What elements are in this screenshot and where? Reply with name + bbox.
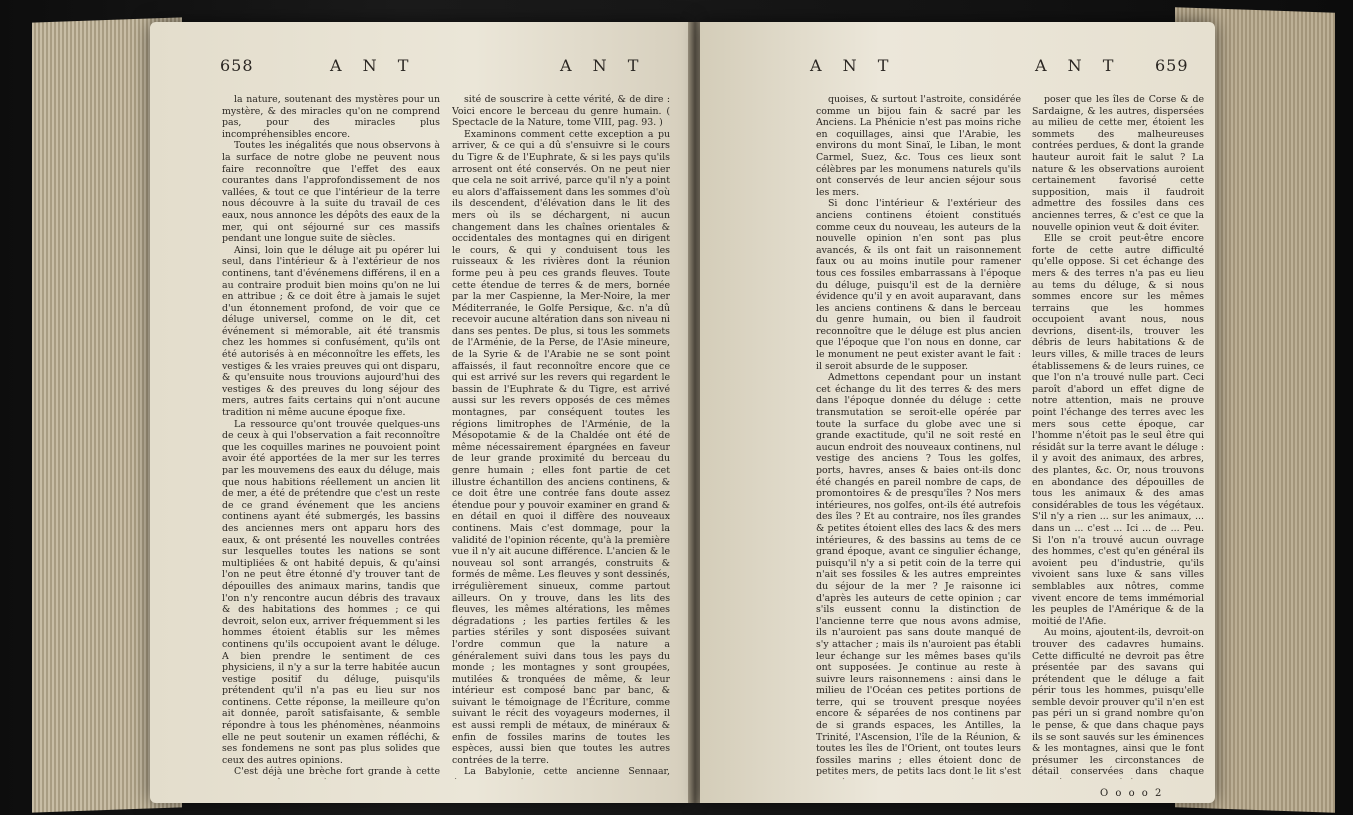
right-page-header: [700, 56, 1215, 82]
paragraph: sité de souscrire à cette vérité, & de dire : Voici encore le berceau du genre humain. ( Spectacle de la Nature, tome VIII, pag. 93. ): [452, 94, 670, 129]
right-page-number: 659: [1155, 56, 1189, 75]
right-header-word-left: A N T: [810, 56, 897, 75]
left-page-number: 658: [220, 56, 254, 75]
signature-mark: O o o o 2: [1100, 788, 1164, 799]
paragraph: quoises, & surtout l'astroite, considérée comme un bijou fain & sacré par les Anciens. La Phénicie n'est pas moins riche en coquillages, ainsi que l'Arabie, les environs du mont Sinaï, le Liban, le mont Carmel, Suez, &c. Tous ces lieux sont célèbres par les monumens naturels qu'ils ont conservés de leur ancien séjour sous les mers.: [816, 94, 1021, 198]
paragraph: Si donc l'intérieur & l'extérieur des anciens continens étoient constitués comme ceux du nouveau, les auteurs de la nouvelle opinion n'en sont pas plus avancés, & ils ont fait un raisonnement faux ou au moins inutile pour ramener tous ces fossiles embarrassans à l'époque du déluge, puisqu'il est de la dernière évidence qu'il y en avoit auparavant, dans les anciens continens & dans le berceau du genre humain, ou bien il faudroit reconnoître que le déluge est plus ancien que l'époque que l'on nous en donne, car le monument ne peut exister avant le fait : il seroit absurde de le supposer.: [816, 198, 1021, 372]
left-page-column-2: [452, 94, 670, 779]
left-page-column-1: [222, 94, 440, 779]
right-page: [700, 22, 1215, 803]
left-page: [150, 22, 690, 803]
left-page-header: [150, 56, 690, 82]
paragraph: Admettons cependant pour un instant cet échange du lit des terres & des mers dans l'époque donnée du déluge : cette transmutation se seroit-elle opérée par toute la surface du globe avec une si grande exactitude, qu'il ne soit resté en aucun endroit des nouveaux continens, nul vestige des anciens ? Tous les golfes, ports, havres, anses & baies ont-ils donc été changés en pareil nombre de caps, de promontoires & de presqu'îles ? Nos mers intérieures, nos golfes, ont-ils été autrefois des îles ? Et au contraire, nos îles grandes & petites étoient elles des lacs & des mers intérieures, & des bassins au tems de ce grand époque, avant ce singulier échange, puisqu'il n'y a si petit coin de la terre qui n'ait ses fossiles & les autres empreintes du séjour de la mer ? Je raisonne ici d'après les auteurs de cette opinion ; car s'ils eussent connu la distinction de l'ancienne terre que nous avons admise, ils n'auroient pas sans doute manqué de s'y attacher ; mais ils n'auroient pas établi leur échange sur les mêmes bases qu'ils ont supposées. Je continue au reste à suivre leurs raisonnemens : ainsi dans le milieu de l'Océan ces petites portions de terre, qui se trouvent presque noyées encore & séparées de nos continens par de si grands espaces, les Antilles, la Trinité, l'Ascension, l'île de la Réunion, & toutes les îles de l'Orient, ont toutes leurs fossiles marins ; elles étoient donc de petites mers, de petits lacs dont le lit s'est: [816, 372, 1021, 778]
paragraph: La ressource qu'ont trouvée quelques-uns de ceux à qui l'observation a fait reconnoître que les coquilles marines ne pouvoient point avoir été apportées de la mer sur les terres par les mouvemens des eaux du déluge, mais que nous habitions réellement un ancien lit de mer, a été de prétendre que c'est un reste de ce grand événement que les anciens continens ayant été submergés, les bassins des anciennes mers ont apparu hors des eaux, & ont présenté les nouvelles contrées sur lesquelles toutes les nations se sont multipliées & ont habité depuis, & qu'ainsi l'on ne peut être étonné d'y trouver tant de dépouilles des animaux marins, tandis que l'on n'y rencontre aucun débris des travaux & des habitations des hommes ; ce qui devroit, selon eux, arriver fréquemment si les hommes étoient établis sur les mêmes continens qu'ils occupoient avant le déluge. A bien prendre le sentiment de ces physiciens, il n'y a sur la terre habitée aucun vestige positif du déluge, puisqu'ils prétendent qu'il n'a pas eu lieu sur nos continens. Cette réponse, la meilleure qu'on ait donnée, paroît satisfaisante, & semble répondre à tous les phénomènes, néanmoins elle ne peut soutenir un examen réfléchi, & ses fondemens ne sont pas plus solides que ceux des autres opinions.: [222, 418, 440, 766]
paragraph: Au moins, ajoutent-ils, devroit-on trouver des cadavres humains. Cette difficulté ne devroit pas être présentée par des savans qui prétendent que le déluge a fait périr tous les hommes, puisqu'elle semble devoir prouver qu'il n'en est pas péri un si grand nombre qu'on le pense, & que dans chaque pays ils se sont sauvés sur les éminences & les montagnes, ainsi que le font présumer les circonstances de détail conservées dans chaque: [1032, 627, 1204, 778]
paragraph: Elle se croit peut-être encore forte de cette autre difficulté qu'elle oppose. Si cet échange des mers & des terres n'a pas eu lieu au tems du déluge, & si nous sommes encore sur les mêmes terrains que les hommes occupoient avant nous, nous devrions, disent-ils, trouver les débris de leurs habitations & de leurs villes, & mille traces de leurs établissemens & de leurs ruines, ce que l'on n'a trouvé nulle part. Ceci paroît d'abord un effet digne de notre attention, mais ne prouve point l'échange des terres avec les mers sous cette époque, car l'homme n'étoit pas le seul être qui résidât sur la terre avant le déluge : il y avoit des animaux, des arbres, des plantes, &c. Or, nous trouvons en abondance des dépouilles de tous les animaux & des amas considérables de tous les végétaux. S'il n'y a rien ... sur les animaux, ... dans un ... c'est ... Ici ... de ... Peu. Si l'on n'a trouvé aucun ouvrage des hommes, c'est qu'en général ils avoient peu d'industrie, qu'ils vivoient sans luxe & sans villes semblables aux nôtres, comme vivent encore de tems immémorial les peuples de l'Amérique & de la moitié de l'Afie.: [1032, 233, 1204, 627]
right-page-column-1: [816, 94, 1021, 779]
paragraph: Ainsi, loin que le déluge ait pu opérer lui seul, dans l'intérieur & à l'extérieur de nos continens, tant d'événemens différens, il en a au contraire produit bien moins qu'on ne lui en attribue ; & ce doit être à jamais le sujet d'un étonnement profond, de voir que ce déluge universel, comme on le dit, cet événement si mémorable, ait été transmis chez les hommes si confusément, qu'ils ont été autorisés à en méconnoître les effets, les vestiges & les vraies preuves qui ont disparu, & qu'ensuite nous trouvions aujourd'hui des vestiges & des preuves du long séjour des mers, autres faits certains qui n'ont aucune tradition ni même aucune époque fixe.: [222, 244, 440, 419]
right-page-column-2: [1032, 94, 1204, 779]
paragraph: La Babylonie, cette ancienne Sennaar,: [464, 766, 670, 778]
paragraph: la nature, soutenant des mystères pour un mystère, & des miracles qu'on ne comprend pas, pour des miracles plus incompréhensibles encore.: [222, 94, 440, 140]
right-header-word-right: A N T: [1035, 56, 1122, 75]
left-header-word-left: A N T: [330, 56, 417, 75]
paragraph: Toutes les inégalités que nous observons à la surface de notre globe ne peuvent nous faire reconnoître que l'effet des eaux courantes dans l'approfondissement de nos vallées, & tout ce que l'intérieur de la terre nous découvre à la suite du travail de ces eaux, nous annonce les dépôts des eaux de la mer, qui ont séjourné sur ces massifs pendant une longue suite de siècles.: [222, 140, 440, 245]
paragraph: poser que les îles de Corse & de Sardaigne, & les autres, dispersées au milieu de cette mer, étoient les sommets des malheureuses contrées perdues, & dont la grande hauteur auroit fait le salut ? La nature & les observations auroient certainement favorisé cette supposition, mais il faudroit admettre des fossiles dans ces anciennes terres, & c'est ce que la nouvelle opinion veut & doit éviter.: [1032, 94, 1204, 233]
paragraph: C'est déjà une brèche fort grande à cette: [234, 766, 440, 778]
left-header-word-right: A N T: [560, 56, 647, 75]
paragraph: Examinons comment cette exception a pu arriver, & ce qui a dû s'ensuivre si le cours du Tigre & de l'Euphrate, & si les pays qu'ils arrosent ont été conservés. On ne peut nier que cela ne soit arrivé, parce qu'il n'y a point eu alors d'affaissement dans les sommes d'où ils descendent, d'élévation dans le lit des mers où ils se déchargent, ni aucun changement dans les chaînes orientales & occidentales des montagnes qui en dirigent le cours, & qui y conduisent tous les ruisseaux & les rivières dont la réunion forme peu à peu ces grands fleuves. Toute cette étendue de terres & de mers, bornée par la mer Caspienne, la Mer-Noire, la mer Méditerranée, le Golfe Persique, &c. n'a dû recevoir aucune altération dans son niveau ni dans ses pentes. De plus, si tous les sommets de l'Arménie, de la Perse, de l'Asie mineure, de la Syrie & de l'Arabie ne se sont point affaissés, il faut reconnoître encore que ce qui est arrivé sur les revers qui regardent le bassin de l'Euphrate & du Tigre, est arrivé aussi sur les revers opposés de ces mêmes montagnes, par conséquent toutes les régions limitrophes de l'Arménie, de la Mésopotamie & de la Chaldée ont été de même nécessairement épargnées en faveur de leur grande proximité du berceau du genre humain ; elles font partie de cet illustre échantillon des anciens continens, & ce doit être une contrée fans doute assez étendue pour y pouvoir examiner en grand & en détail en quoi il diffère des nouveaux continens. Mais c'est dommage, pour la validité de l'opinion récente, qu'à la première vue il n'y ait aucune différence. L'ancien & le nouveau sol sont arrangés, construits & formés de même. Les fleuves y sont dessinés, irrégulièrement sinueux, comme partout ailleurs. On y trouve, dans les lits des fleuves, les mêmes altérations, les mêmes dégradations ; les parties fertiles & les parties stériles y sont disposées suivant l'ordre commun que la nature a généralement suivi dans tous les pays du monde ; les montagnes y sont groupées, mutilées & tronquées de même, & leur intérieur est composé banc par banc, & suivant le témoignage de l'Écriture, comme suivant le récit des voyageurs modernes, il est aussi rempli de métaux, de minéraux & enfin de fossiles marins de toutes les espèces, aussi bien que toutes les autres contrées de la terre.: [452, 128, 670, 766]
